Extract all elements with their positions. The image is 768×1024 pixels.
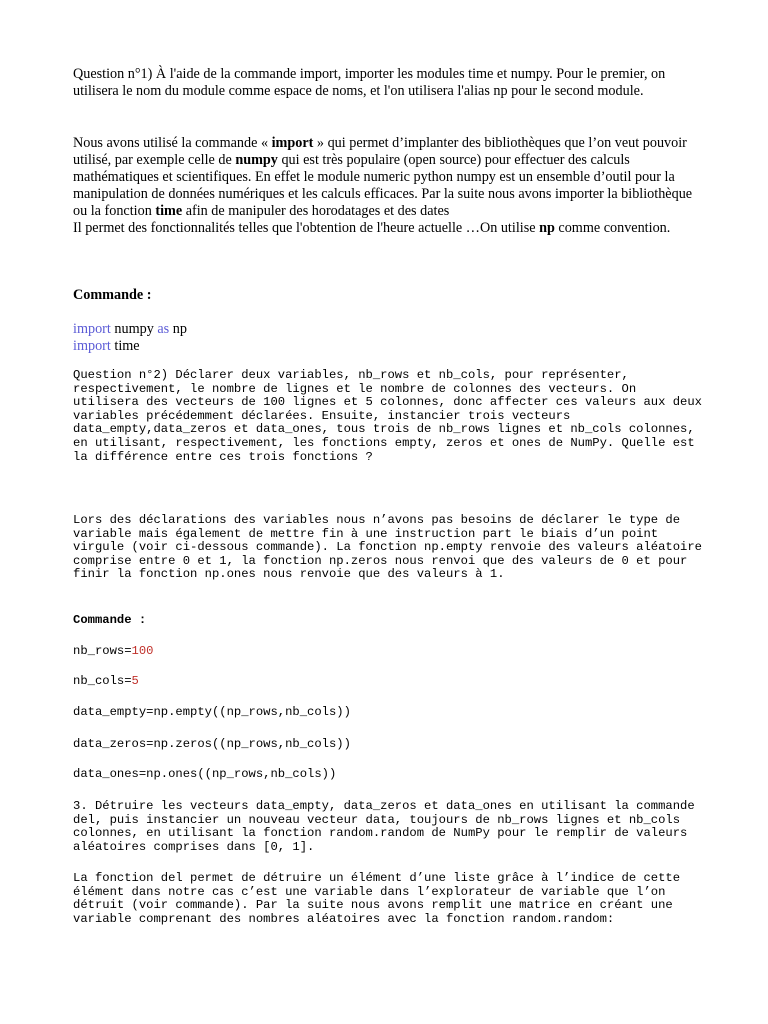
answer-1: Nous avons utilisé la commande « import » qui permet d’implanter des bibliothèques que l’on veut pouvoir utilisé, par exemple celle de numpy qui est très populaire (open source) pour effectuer des calculs mathématiques et scientifiques. En effet le module numeric python numpy est un ensemble d’outil pour la manipulation de données numériques et les calculs efficaces. Par la suite nous avons importer la bibliothèque ou la fonction time afin de manipuler des horodatages et des dates Il permet des fonctionnalités telles que l'obtention de l'heure actuelle …On utilise np comme convention. (73, 135, 693, 236)
commande-1-heading: Commande : (73, 287, 152, 303)
code-data-ones: data_ones=np.ones((np_rows,nb_cols)) (73, 767, 337, 781)
bold-np: np (539, 220, 555, 236)
bold-numpy: numpy (235, 152, 278, 168)
bold-time: time (155, 203, 183, 219)
question-1-text: Question n°1) À l'aide de la commande import, importer les modules time et numpy. Pour le premier, on utilisera le nom du module comme espace de noms, et l'on utilisera l'alias np pour le second module. (73, 66, 666, 99)
keyword-import: import (73, 321, 111, 337)
number-literal: 5 (131, 674, 139, 688)
answer-3: La fonction del permet de détruire un élément d’une liste grâce à l’indice de cette élément dans notre cas c’est une variable dans l’explorateur de variable que l’on détruit (voir commande). Par la suite nous avons remplit une matrice en créant une variable comprenant des nombres aléatoires avec la fonction random.random: (73, 871, 681, 926)
number-literal: 100 (131, 644, 154, 658)
code-nb-rows: nb_rows=100 (73, 644, 154, 658)
question-1 (73, 66, 703, 100)
code-nb-cols: nb_cols=5 (73, 674, 139, 688)
code-import-time: import time (73, 338, 140, 354)
bold-import: import (271, 135, 314, 151)
keyword-as: as (157, 321, 170, 337)
question-3: 3. Détruire les vecteurs data_empty, data_zeros et data_ones en utilisant la commande del, puis instancier un nouveau vecteur data, toujours de nb_rows lignes et nb_cols colonnes, en utilisant la fonction random.random de NumPy pour le remplir de valeurs aléatoires comprises dans [0, 1]. (73, 799, 695, 854)
code-import-numpy: import numpy as np (73, 321, 187, 337)
commande-2-heading: Commande : (73, 613, 147, 627)
answer-2: Lors des déclarations des variables nous n’avons pas besoins de déclarer le type de variable mais également de mettre fin à une instruction part le biais d’un point virgule (voir ci-dessous commande). La fonction np.empty renvoie des valeurs aléatoire comprise entre 0 et 1, la fonction np.zeros nous renvoi que des valeurs de 0 et pour finir la fonction np.ones nous renvoie que des valeurs à 1. (73, 513, 702, 582)
question-2: Question n°2) Déclarer deux variables, nb_rows et nb_cols, pour représenter, respectivement, le nombre de lignes et le nombre de colonnes des vecteurs. On utilisera des vecteurs de 100 lignes et 5 colonnes, donc affecter ces valeurs aux deux variables précédemment déclarées. Ensuite, instancier trois vecteurs data_empty,data_zeros et data_ones, tous trois de nb_rows lignes et nb_cols colonnes, en utilisant, respectivement, les fonctions empty, zeros et ones de NumPy. Quelle est la différence entre ces trois fonctions ? (73, 368, 702, 464)
code-data-empty: data_empty=np.empty((np_rows,nb_cols)) (73, 705, 351, 719)
keyword-import: import (73, 338, 111, 354)
code-data-zeros: data_zeros=np.zeros((np_rows,nb_cols)) (73, 737, 351, 751)
